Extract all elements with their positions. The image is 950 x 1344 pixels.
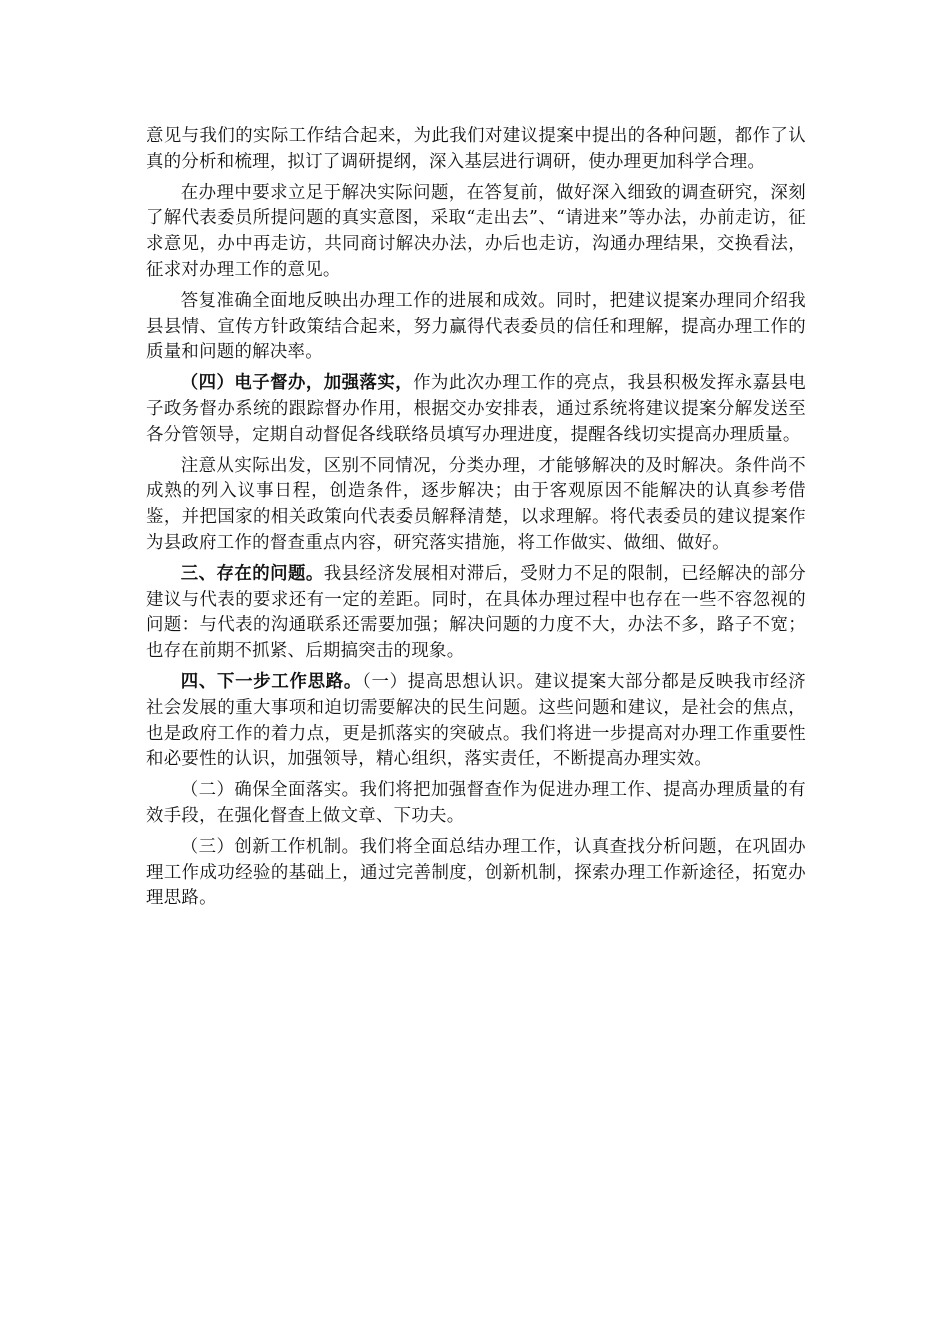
paragraph-practical-approach [146,454,806,557]
paragraph-text: （一）提高思想认识。建议提案大部分都是反映我市经济社会发展的重大事项和迫切需要解决的民生问题。这些问题和建议，是社会的焦点，也是政府工作的着力点，更是抓落实的突破点。我们将进一步提高对办理工作重要性和必要性的认识，加强领导，精心组织，落实责任，不断提高办理实效。 [146,671,806,770]
paragraph-text: 我县经济发展相对滞后，受财力不足的限制，已经解决的部分建议与代表的要求还有一定的差距。同时，在具体办理过程中也存在一些不容忽视的问题：与代表的沟通联系还需要加强；解决问题的力度不大，办法不多，路子不宽；也存在前期不抓紧、后期搞突击的现象。 [146,563,806,662]
paragraph-text: 答复准确全面地反映出办理工作的进展和成效。同时，把建议提案办理同介绍我县县情、宣传方针政策结合起来，努力赢得代表委员的信任和理解，提高办理工作的质量和问题的解决率。 [146,290,806,363]
paragraph-text: 注意从实际出发，区别不同情况，分类办理，才能够解决的及时解决。条件尚不成熟的列入议事日程，创造条件，逐步解决；由于客观原因不能解决的认真参考借鉴，并把国家的相关政策向代表委员解释清楚，以求理解。将代表委员的建议提案作为县政府工作的督查重点内容，研究落实措施，将工作做实、做细、做好。 [146,455,806,553]
section-heading: （四）电子督办，加强落实， [180,373,414,394]
paragraph-next-steps [146,670,806,773]
paragraph-text: 在办理中要求立足于解决实际问题，在答复前，做好深入细致的调查研究，深刻了解代表委员所提问题的真实意图，采取“走出去”、“请进来”等办法，办前走访，征求意见，办中再走访，共同商讨解决办法，办后也走访，沟通办理结果，交换看法，征求对办理工作的意见。 [146,182,806,280]
paragraph-text: 意见与我们的实际工作结合起来，为此我们对建议提案中提出的各种问题，都作了认真的分析和梳理，拟订了调研提纲，深入基层进行调研，使办理更加科学合理。 [146,126,806,172]
paragraph-innovation [146,835,806,912]
paragraph-reply-quality [146,289,806,366]
paragraph-field-research [146,181,806,284]
document-page [146,124,806,917]
paragraph-text: 作为此次办理工作的亮点，我县积极发挥永嘉县电子政务督办系统的跟踪督办作用，根据交办安排表，通过系统将建议提案分解发送至各分管领导，定期自动督促各线联络员填写办理进度，提醒各线切实提高办理质量。 [146,373,806,445]
paragraph-text: （三）创新工作机制。我们将全面总结办理工作，认真查找分析问题，在巩固办理工作成功经验的基础上，通过完善制度，创新机制，探索办理工作新途径，拓宽办理思路。 [146,836,806,909]
section-heading: 三、存在的问题。 [180,563,324,584]
paragraph-text: （二）确保全面落实。我们将把加强督查作为促进办理工作、提高办理质量的有效手段，在强化督查上做文章、下功夫。 [146,780,806,826]
paragraph-implementation [146,778,806,830]
paragraph-continuation [146,124,806,176]
paragraph-existing-problems [146,562,806,665]
paragraph-e-supervision [146,371,806,448]
section-heading: 四、下一步工作思路。 [180,671,363,692]
